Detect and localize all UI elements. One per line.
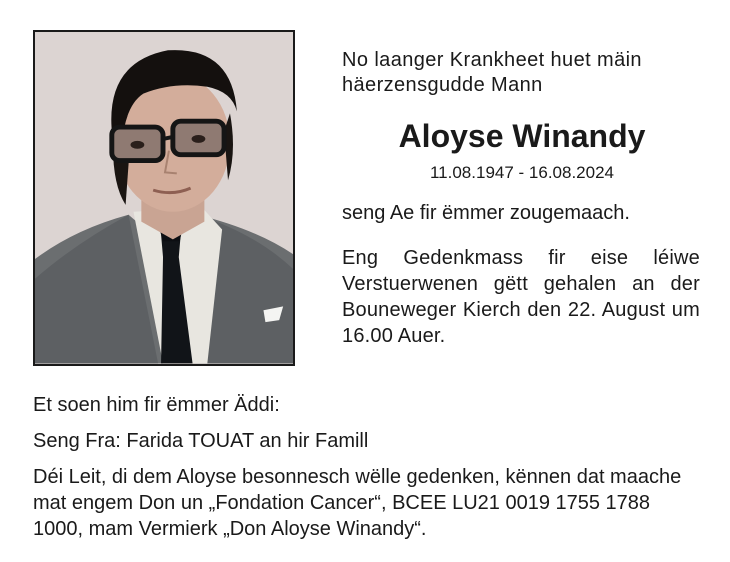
passing-text: seng Ae fir ëmmer zougemaach. [342,202,630,224]
family-line: Seng Fra: Farida TOUAT an hir Famill [33,430,369,452]
intro-text: No laanger Krankheet huet mäin häerzensgudde Mann [342,49,642,96]
donation-text: Déi Leit, di dem Aloyse besonnesch wëlle gedenken, kënnen dat maache mat engem Don un „Fondation Cancer“, BCEE LU21 0019 1755 1788 1000, mam Vermierk „Don Aloyse Winandy“. [33,466,682,540]
portrait-photo [33,30,295,366]
life-dates: 11.08.1947 - 16.08.2024 [429,163,614,182]
portrait-illustration [35,32,293,364]
memorial-mass-text: Eng Gedenkmass fir eise léiwe Verstuerwenen gëtt gehalen an der Bouneweger Kierch den 22. August um 16.00 Auer. [342,247,700,347]
family-block [33,392,703,542]
deceased-name: Aloyse Winandy [398,118,646,154]
farewell-line: Et soen him fir ëmmer Äddi: [33,394,280,416]
